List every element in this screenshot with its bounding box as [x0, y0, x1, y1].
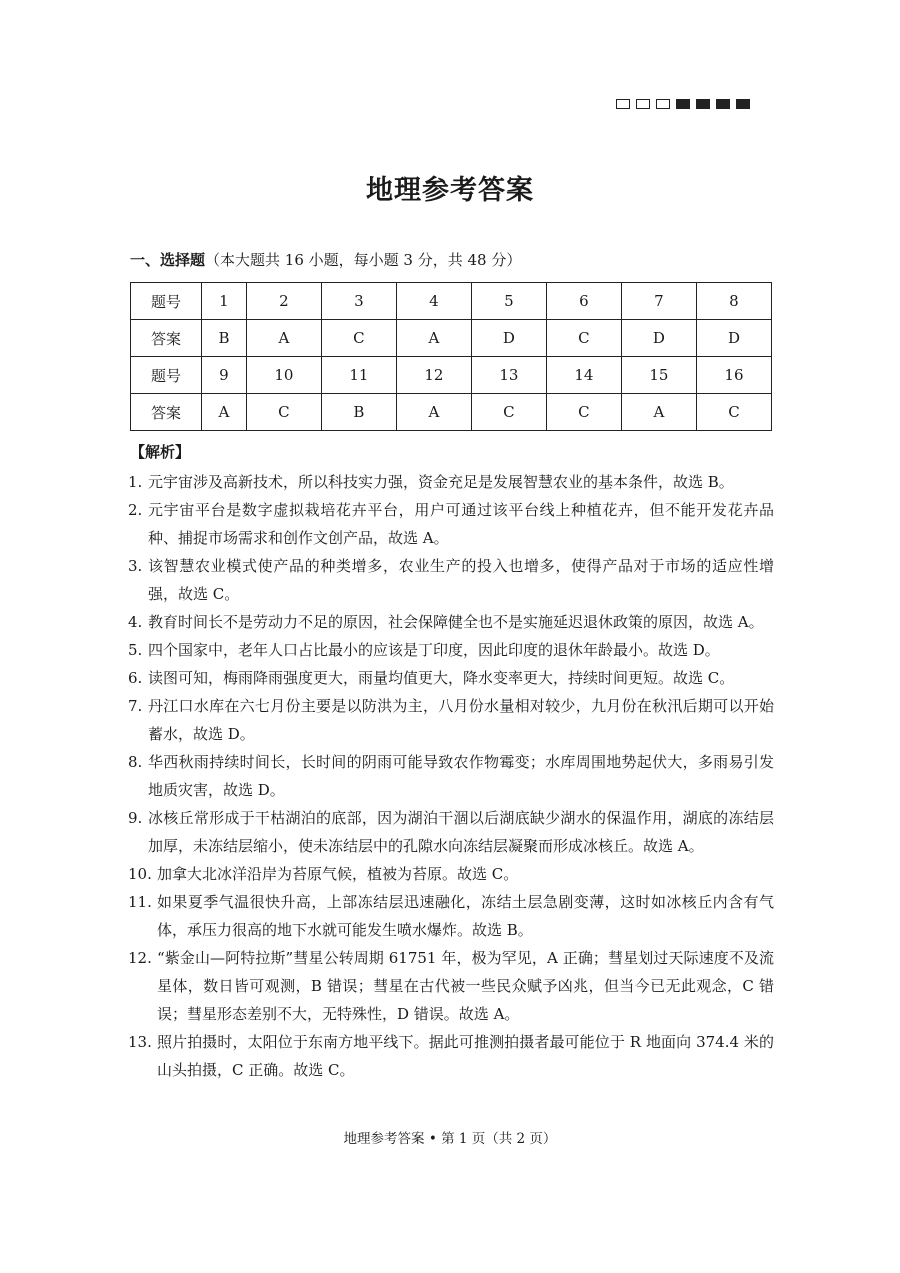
mark-filled: [716, 99, 730, 109]
table-row-header: 题号: [131, 357, 202, 394]
table-cell: C: [546, 320, 621, 357]
item-text: 读图可知，梅雨降雨强度更大，雨量均值更大，降水变率更大，持续时间更短。故选 C。: [148, 669, 735, 687]
item-text: 照片拍摄时，太阳位于东南方地平线下。据此可推测拍摄者最可能位于 R 地面向 374.4 米的山头拍摄，C 正确。故选 C。: [157, 1033, 774, 1079]
mark-filled: [696, 99, 710, 109]
item-number: 1.: [128, 473, 143, 491]
table-cell: A: [396, 394, 471, 431]
table-cell: 14: [546, 357, 621, 394]
item-number: 12.: [128, 949, 152, 967]
list-item: [128, 552, 774, 608]
table-cell: 8: [696, 283, 771, 320]
table-cell: A: [246, 320, 321, 357]
table-row: [131, 394, 772, 431]
table-cell: 2: [246, 283, 321, 320]
item-number: 3.: [128, 557, 143, 575]
table-cell: 1: [202, 283, 247, 320]
table-cell: C: [696, 394, 771, 431]
table-cell: D: [471, 320, 546, 357]
item-number: 6.: [128, 669, 143, 687]
item-text: 四个国家中，老年人口占比最小的应该是丁印度，因此印度的退休年龄最小。故选 D。: [148, 641, 720, 659]
list-item: [128, 860, 774, 888]
list-item: [128, 1028, 774, 1084]
table-cell: A: [396, 320, 471, 357]
page-title: 地理参考答案: [366, 175, 534, 206]
list-item: [128, 664, 774, 692]
item-text: 加拿大北冰洋沿岸为苔原气候，植被为苔原。故选 C。: [157, 865, 519, 883]
mark-empty: [636, 99, 650, 109]
item-number: 7.: [128, 697, 143, 715]
section-note: （本大题共 16 小题，每小题 3 分，共 48 分）: [205, 251, 522, 269]
table-cell: 11: [321, 357, 396, 394]
table-cell: 13: [471, 357, 546, 394]
item-number: 10.: [128, 865, 152, 883]
table-cell: 10: [246, 357, 321, 394]
mark-empty: [656, 99, 670, 109]
item-text: 如果夏季气温很快升高，上部冻结层迅速融化，冻结土层急剧变薄，这时如冰核丘内含有气体，承压力很高的地下水就可能发生喷水爆炸。故选 B。: [157, 893, 774, 939]
table-cell: 15: [621, 357, 696, 394]
list-item: [128, 944, 774, 1028]
table-row: [131, 357, 772, 394]
item-text: 教育时间长不是劳动力不足的原因，社会保障健全也不是实施延迟退休政策的原因，故选 A。: [148, 613, 764, 631]
table-cell: 7: [621, 283, 696, 320]
list-item: [128, 692, 774, 748]
answer-table: [130, 282, 772, 431]
item-text: 丹江口水库在六七月份主要是以防洪为主，八月份水量相对较少，九月份在秋汛后期可以开始蓄水，故选 D。: [148, 697, 774, 743]
table-cell: B: [202, 320, 247, 357]
table-row-header: 答案: [131, 394, 202, 431]
page-marks: [616, 99, 750, 109]
item-number: 5.: [128, 641, 143, 659]
table-cell: C: [471, 394, 546, 431]
item-text: 华西秋雨持续时间长，长时间的阴雨可能导致农作物霉变；水库周围地势起伏大，多雨易引发地质灾害，故选 D。: [148, 753, 774, 799]
item-number: 8.: [128, 753, 143, 771]
page-footer: 地理参考答案 • 第 1 页（共 2 页）: [343, 1131, 557, 1147]
item-number: 11.: [128, 893, 152, 911]
table-cell: 5: [471, 283, 546, 320]
table-cell: 4: [396, 283, 471, 320]
list-item: [128, 804, 774, 860]
item-text: 冰核丘常形成于干枯湖泊的底部，因为湖泊干涸以后湖底缺少湖水的保温作用，湖底的冻结层加厚，未冻结层缩小，使未冻结层中的孔隙水向冻结层凝聚而形成冰核丘。故选 A。: [148, 809, 774, 855]
list-item: [128, 888, 774, 944]
item-text: “紫金山—阿特拉斯”彗星公转周期 61751 年，极为罕见，A 正确；彗星划过天际速度不及流星体，数日皆可观测，B 错误；彗星在古代被一些民众赋予凶兆，但当今已无此观念，C 错误；彗星形态差别不大，无特殊性，D 错误。故选 A。: [157, 949, 774, 1023]
item-text: 元宇宙涉及高新技术，所以科技实力强，资金充足是发展智慧农业的基本条件，故选 B。: [148, 473, 734, 491]
table-cell: 16: [696, 357, 771, 394]
table-cell: 12: [396, 357, 471, 394]
table-cell: 9: [202, 357, 247, 394]
analysis-heading: 【解析】: [130, 443, 191, 461]
table-cell: D: [696, 320, 771, 357]
list-item: [128, 468, 774, 496]
table-cell: C: [546, 394, 621, 431]
table-cell: C: [321, 320, 396, 357]
list-item: [128, 496, 774, 552]
table-row: [131, 283, 772, 320]
analysis-list: [128, 468, 774, 1084]
table-cell: B: [321, 394, 396, 431]
section-heading: [130, 249, 521, 270]
item-text: 元宇宙平台是数字虚拟栽培花卉平台，用户可通过该平台线上种植花卉，但不能开发花卉品种、捕捉市场需求和创作文创产品，故选 A。: [148, 501, 774, 547]
item-number: 9.: [128, 809, 143, 827]
item-number: 2.: [128, 501, 143, 519]
table-cell: A: [621, 394, 696, 431]
mark-filled: [736, 99, 750, 109]
item-text: 该智慧农业模式使产品的种类增多，农业生产的投入也增多，使得产品对于市场的适应性增强，故选 C。: [148, 557, 774, 603]
mark-empty: [616, 99, 630, 109]
item-number: 13.: [128, 1033, 152, 1051]
table-cell: D: [621, 320, 696, 357]
table-cell: 3: [321, 283, 396, 320]
table-row-header: 答案: [131, 320, 202, 357]
table-cell: 6: [546, 283, 621, 320]
section-label: 一、选择题: [130, 251, 206, 269]
table-cell: C: [246, 394, 321, 431]
list-item: [128, 608, 774, 636]
table-row-header: 题号: [131, 283, 202, 320]
list-item: [128, 636, 774, 664]
list-item: [128, 748, 774, 804]
item-number: 4.: [128, 613, 143, 631]
table-row: [131, 320, 772, 357]
table-cell: A: [202, 394, 247, 431]
mark-filled: [676, 99, 690, 109]
